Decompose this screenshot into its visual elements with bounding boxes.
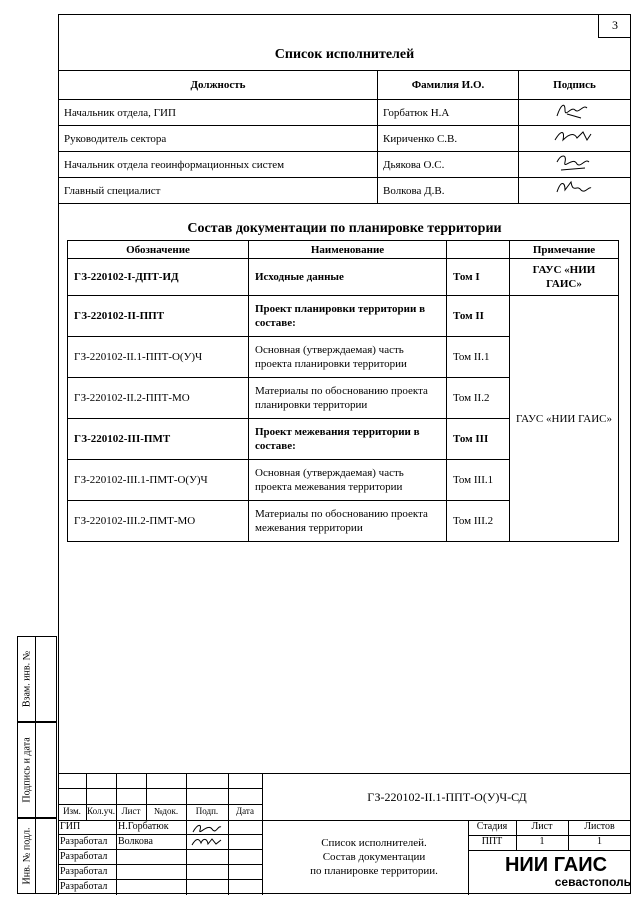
handwritten-signature <box>551 126 599 148</box>
doc-volume: Том II.1 <box>447 337 510 378</box>
side-inv-podl <box>17 818 57 894</box>
stamp-col-podp: Подп. <box>195 806 219 816</box>
executor-name: Волкова Д.В. <box>378 178 519 204</box>
doc-name: Основная (утверждаемая) часть проекта межевания территории <box>249 460 447 501</box>
docs-title: Состав документации по планировке территории <box>187 221 502 236</box>
doc-code: ГЗ-220102-II.1-ППТ-О(У)Ч <box>68 337 249 378</box>
stamp-sheets-value: 1 <box>597 836 602 847</box>
stamp-doc-title-line-3: по планировке территории. <box>310 865 438 877</box>
doc-code: ГЗ-220102-II.2-ППТ-МО <box>68 378 249 419</box>
stamp-doc-code: ГЗ-220102-II.1-ППТ-О(У)Ч-СД <box>367 790 527 804</box>
handwritten-signature <box>551 100 599 122</box>
doc-volume: Том II <box>447 296 510 337</box>
executor-row <box>59 100 631 126</box>
doc-code: ГЗ-220102-I-ДПТ-ИД <box>68 259 249 296</box>
doc-volume: Том I <box>447 259 510 296</box>
executor-name: Кириченко С.В. <box>378 126 519 152</box>
doc-name: Исходные данные <box>249 259 447 296</box>
stamp-name-0: Н.Горбатюк <box>118 821 169 832</box>
doc-name: Основная (утверждаемая) часть проекта планировки территории <box>249 337 447 378</box>
doc-volume: Том III <box>447 419 510 460</box>
org-logo: НИИ ГАИС <box>504 854 608 876</box>
col-header-note: Примечание <box>510 241 619 259</box>
doc-volume: Том II.2 <box>447 378 510 419</box>
stamp-col-list: Лист <box>121 806 141 816</box>
doc-code: ГЗ-220102-II-ППТ <box>68 296 249 337</box>
stamp-col-data: Дата <box>236 806 254 816</box>
executor-signature-cell <box>519 152 631 178</box>
doc-code: ГЗ-220102-III.2-ПМТ-МО <box>68 501 249 542</box>
doc-name: Проект планировки территории в составе: <box>249 296 447 337</box>
side-label-vzam: Взам. инв. № <box>21 650 32 708</box>
stamp-role-0: ГИП <box>60 821 81 832</box>
side-signature-date <box>17 722 57 818</box>
stamp-role-4: Разработал <box>60 881 108 892</box>
stamp-signature-gip <box>190 821 224 835</box>
doc-row <box>68 296 619 337</box>
documentation-table <box>67 240 619 542</box>
side-label-podpis: Подпись и дата <box>21 737 32 803</box>
title-block <box>58 773 631 894</box>
doc-name: Материалы по обоснованию проекта планировки территории <box>249 378 447 419</box>
stamp-col-izm: Изм. <box>63 806 81 816</box>
doc-note-merged: ГАУС «НИИ ГАИС» <box>510 296 619 542</box>
handwritten-signature <box>551 178 599 200</box>
stamp-sheet-value: 1 <box>539 836 545 847</box>
col-header-title: Наименование <box>249 241 447 259</box>
stamp-col-kolуч: Кол.уч. <box>87 806 115 816</box>
executor-position: Руководитель сектора <box>59 126 378 152</box>
executor-signature-cell <box>519 126 631 152</box>
executor-row <box>59 152 631 178</box>
doc-volume: Том III.1 <box>447 460 510 501</box>
executor-name: Дьякова О.С. <box>378 152 519 178</box>
col-header-name: Фамилия И.О. <box>378 71 519 100</box>
executors-table <box>58 70 631 204</box>
executors-title: Список исполнителей <box>274 47 415 62</box>
executor-position: Начальник отдела геоинформационных систем <box>59 152 378 178</box>
stamp-doc-title-line-1: Список исполнителей. <box>321 837 427 849</box>
stamp-role-1: Разработал <box>60 836 108 847</box>
doc-code: ГЗ-220102-III.1-ПМТ-О(У)Ч <box>68 460 249 501</box>
stamp-name-1: Волкова <box>118 836 153 847</box>
stamp-role-3: Разработал <box>60 866 108 877</box>
executor-row <box>59 178 631 204</box>
org-city: севастополь <box>554 875 631 889</box>
executor-name: Горбатюк Н.А <box>378 100 519 126</box>
page-number: 3 <box>598 14 631 38</box>
stamp-doc-title-line-2: Состав документации <box>322 851 426 863</box>
stamp-stage-label: Стадия <box>476 821 508 832</box>
doc-volume: Том III.2 <box>447 501 510 542</box>
executor-position: Начальник отдела, ГИП <box>59 100 378 126</box>
col-header-signature: Подпись <box>519 71 631 100</box>
stamp-signature-volkova <box>190 835 224 849</box>
col-header-volume <box>447 241 510 259</box>
handwritten-signature <box>551 152 599 174</box>
stamp-stage-value: ППТ <box>481 836 503 847</box>
stamp-sheet-label: Лист <box>531 821 553 832</box>
executor-signature-cell <box>519 100 631 126</box>
stamp-doc-title <box>262 836 486 878</box>
stamp-col-ndok: №док. <box>153 806 179 816</box>
doc-row <box>68 259 619 296</box>
doc-name: Материалы по обоснованию проекта межевания территории <box>249 501 447 542</box>
executor-position: Главный специалист <box>59 178 378 204</box>
stamp-sheets-label: Листов <box>584 821 615 832</box>
side-label-inv: Инв. № подл. <box>21 827 32 885</box>
side-vzam-inv <box>17 636 57 722</box>
executor-signature-cell <box>519 178 631 204</box>
col-header-code: Обозначение <box>68 241 249 259</box>
executor-row <box>59 126 631 152</box>
doc-note: ГАУС «НИИ ГАИС» <box>510 259 619 296</box>
doc-name: Проект межевания территории в составе: <box>249 419 447 460</box>
stamp-role-2: Разработал <box>60 851 108 862</box>
doc-code: ГЗ-220102-III-ПМТ <box>68 419 249 460</box>
col-header-position: Должность <box>59 71 378 100</box>
